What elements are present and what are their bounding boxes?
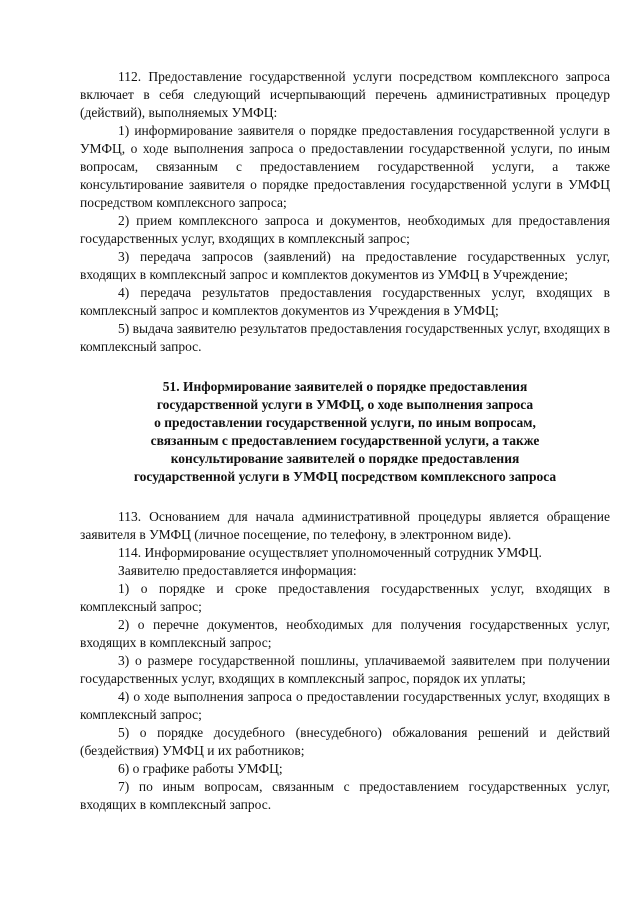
section-heading-51: [80, 378, 610, 486]
paragraph-112: 112. Предоставление государственной услуги посредством комплексного запроса включает в себя следующий исчерпывающий перечень административных процедур (действий), выполняемых УМФЦ:: [80, 69, 610, 120]
list-item: 1) информирование заявителя о порядке предоставления государственной услуги в УМФЦ, о ходе выполнения запроса о предоставлении государственной услуги, по иным вопросам, связанным с предоставлением государственной услуги, а также консультирование заявителя о порядке предоставления государственной услуги в УМФЦ посредством комплексного запроса;: [80, 123, 610, 210]
heading-line: о предоставлении государственной услуги, по иным вопросам,: [154, 415, 536, 430]
list-intro: Заявителю предоставляется информация:: [118, 563, 357, 578]
list-item: 4) о ходе выполнения запроса о предоставлении государственных услуг, входящих в комплексный запрос;: [80, 689, 610, 722]
list-item: 3) передача запросов (заявлений) на предоставление государственных услуг, входящих в комплексный запрос и комплектов документов из УМФЦ в Учреждение;: [80, 249, 610, 282]
list-item: 2) прием комплексного запроса и документов, необходимых для предоставления государственных услуг, входящих в комплексный запрос;: [80, 213, 610, 246]
document-page: [80, 68, 610, 814]
list-item: 5) выдача заявителю результатов предоставления государственных услуг, входящих в комплексный запрос.: [80, 321, 610, 354]
heading-line: 51. Информирование заявителей о порядке предоставления: [162, 379, 528, 394]
list-item: 3) о размере государственной пошлины, уплачиваемой заявителем при получении государственных услуг, входящих в комплексный запрос, порядок их уплаты;: [80, 653, 610, 686]
paragraph-114: 114. Информирование осуществляет уполномоченный сотрудник УМФЦ.: [118, 545, 542, 560]
heading-line: государственной услуги в УМФЦ посредством комплексного запроса: [133, 469, 557, 484]
paragraph-113: 113. Основанием для начала административной процедуры является обращение заявителя в УМФЦ (личное посещение, по телефону, в электронном виде).: [80, 509, 610, 542]
list-item: 1) о порядке и сроке предоставления государственных услуг, входящих в комплексный запрос;: [80, 581, 610, 614]
heading-line: государственной услуги в УМФЦ, о ходе выполнения запроса: [156, 397, 534, 412]
heading-line: консультирование заявителей о порядке предоставления: [170, 451, 520, 466]
list-item: 5) о порядке досудебного (внесудебного) обжалования решений и действий (бездействия) УМФЦ и их работников;: [80, 725, 610, 758]
list-item: 6) о графике работы УМФЦ;: [118, 761, 283, 776]
list-item: 4) передача результатов предоставления государственных услуг, входящих в комплексный запрос и комплектов документов из Учреждения в УМФЦ;: [80, 285, 610, 318]
list-item: 7) по иным вопросам, связанным с предоставлением государственных услуг, входящих в комплексный запрос.: [80, 779, 610, 812]
list-item: 2) о перечне документов, необходимых для получения государственных услуг, входящих в комплексный запрос;: [80, 617, 610, 650]
heading-line: связанным с предоставлением государственной услуги, а также: [150, 433, 540, 448]
